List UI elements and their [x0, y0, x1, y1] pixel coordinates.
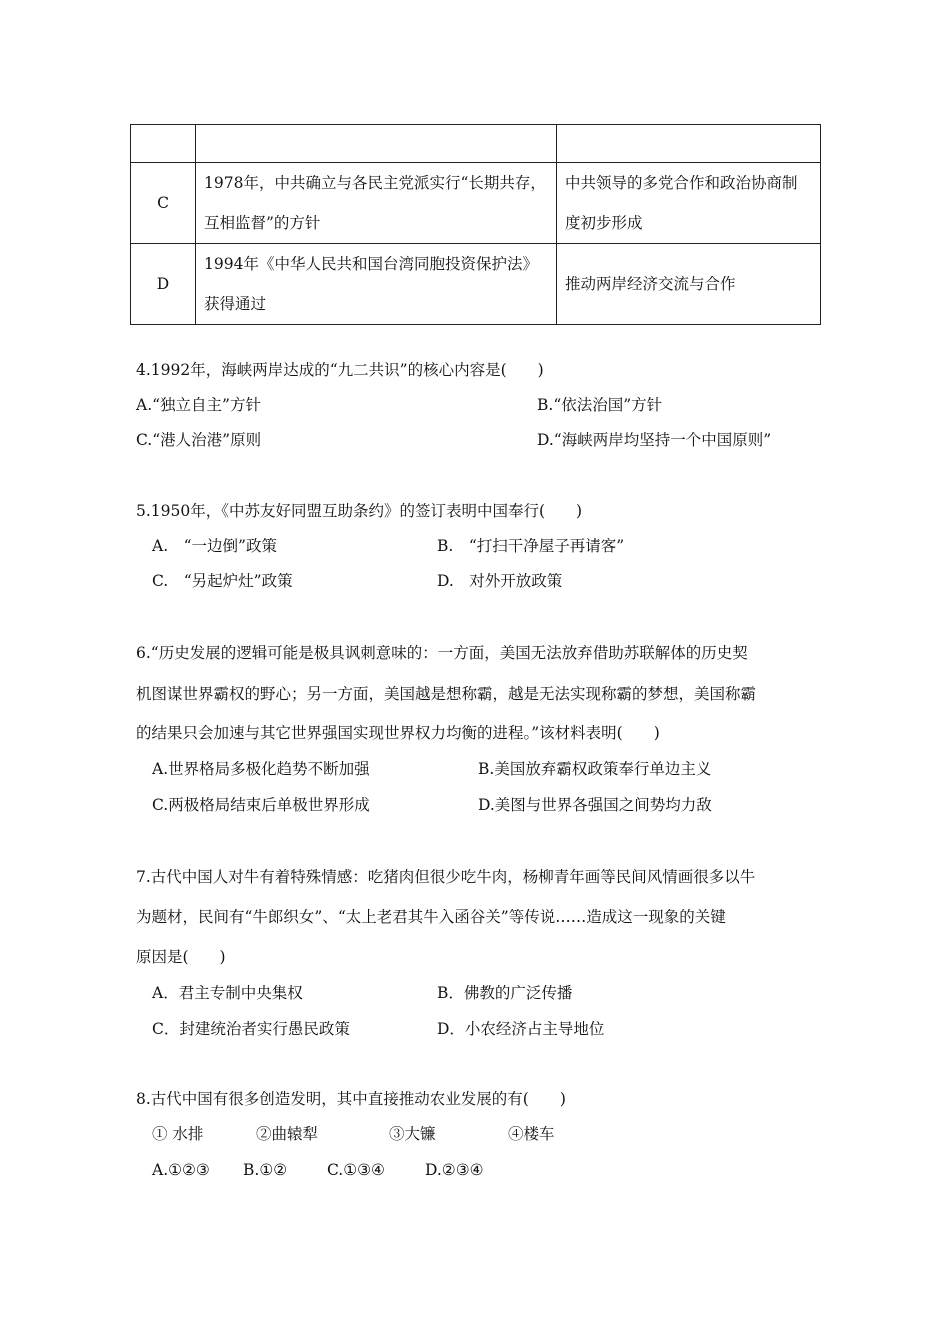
table-cell-event: 1978年，中共确立与各民主党派实行“长期共存，互相监督”的方针: [196, 163, 557, 244]
option-c: C.“港人治港”原则: [136, 431, 262, 449]
question-stem: 6.“历史发展的逻辑可能是极具讽刺意味的：一方面，美国无法放弃借助苏联解体的历史契: [136, 644, 748, 662]
table-cell-meaning: 推动两岸经济交流与合作: [557, 244, 821, 325]
table-cell-meaning: [557, 125, 821, 163]
table-cell-meaning: 中共领导的多党合作和政治协商制度初步形成: [557, 163, 821, 244]
question-stem: 4.1992年，海峡两岸达成的“九二共识”的核心内容是( ): [136, 361, 544, 379]
table-row: [131, 125, 821, 163]
option-a: A．君主专制中央集权: [152, 984, 303, 1002]
option-b: B.“依法治国”方针: [537, 396, 663, 414]
item-3: ③大镰: [389, 1125, 436, 1143]
option-b: B．佛教的广泛传播: [437, 984, 573, 1002]
option-c: C.两极格局结束后单极世界形成: [152, 796, 370, 814]
option-d: D. 对外开放政策: [437, 572, 563, 590]
question-stem-line: 原因是( ): [136, 948, 226, 966]
option-c: C．封建统治者实行愚民政策: [152, 1020, 350, 1038]
question-stem: 7.古代中国人对牛有着特殊情感：吃猪肉但很少吃牛肉，杨柳青年画等民间风情画很多以牛: [136, 868, 756, 886]
option-b: B. “打扫干净屋子再请客”: [437, 537, 625, 555]
table-cell-label: [131, 125, 196, 163]
option-a: A.世界格局多极化趋势不断加强: [152, 760, 370, 778]
option-b: B.美国放弃霸权政策奉行单边主义: [478, 760, 712, 778]
question-stem: 8.古代中国有很多创造发明，其中直接推动农业发展的有( ): [136, 1090, 566, 1108]
item-2: ②曲辕犁: [256, 1125, 319, 1143]
option-a: A.“独立自主”方针: [136, 396, 261, 414]
table-cell-event: 1994年《中华人民共和国台湾同胞投资保护法》获得通过: [196, 244, 557, 325]
option-c: C. “另起炉灶”政策: [152, 572, 293, 590]
option-c: C.①③④: [327, 1161, 385, 1179]
option-a: A.①②③: [152, 1161, 210, 1179]
option-a: A. “一边倒”政策: [152, 537, 277, 555]
option-d: D．小农经济占主导地位: [437, 1020, 605, 1038]
answer-table: [130, 124, 821, 325]
question-stem-line: 的结果只会加速与其它世界强国实现世界权力均衡的进程。”该材料表明( ): [136, 724, 660, 742]
item-1: ① 水排: [152, 1125, 204, 1143]
item-4: ④楼车: [508, 1125, 555, 1143]
table-cell-label: D: [131, 244, 196, 325]
option-d: D.美图与世界各强国之间势均力敌: [478, 796, 712, 814]
table-cell-event: [196, 125, 557, 163]
question-stem: 5.1950年，《中苏友好同盟互助条约》的签订表明中国奉行( ): [136, 502, 583, 520]
option-b: B.①②: [243, 1161, 288, 1179]
table-row: [131, 163, 821, 244]
table-row: [131, 244, 821, 325]
question-stem-line: 机图谋世界霸权的野心；另一方面，美国越是想称霸，越是无法实现称霸的梦想，美国称霸: [136, 685, 757, 703]
option-d: D.②③④: [425, 1161, 484, 1179]
table-cell-label: C: [131, 163, 196, 244]
option-d: D.“海峡两岸均坚持一个中国原则”: [537, 431, 772, 449]
question-stem-line: 为题材，民间有“牛郎织女”、“太上老君其牛入函谷关”等传说……造成这一现象的关键: [136, 908, 726, 926]
